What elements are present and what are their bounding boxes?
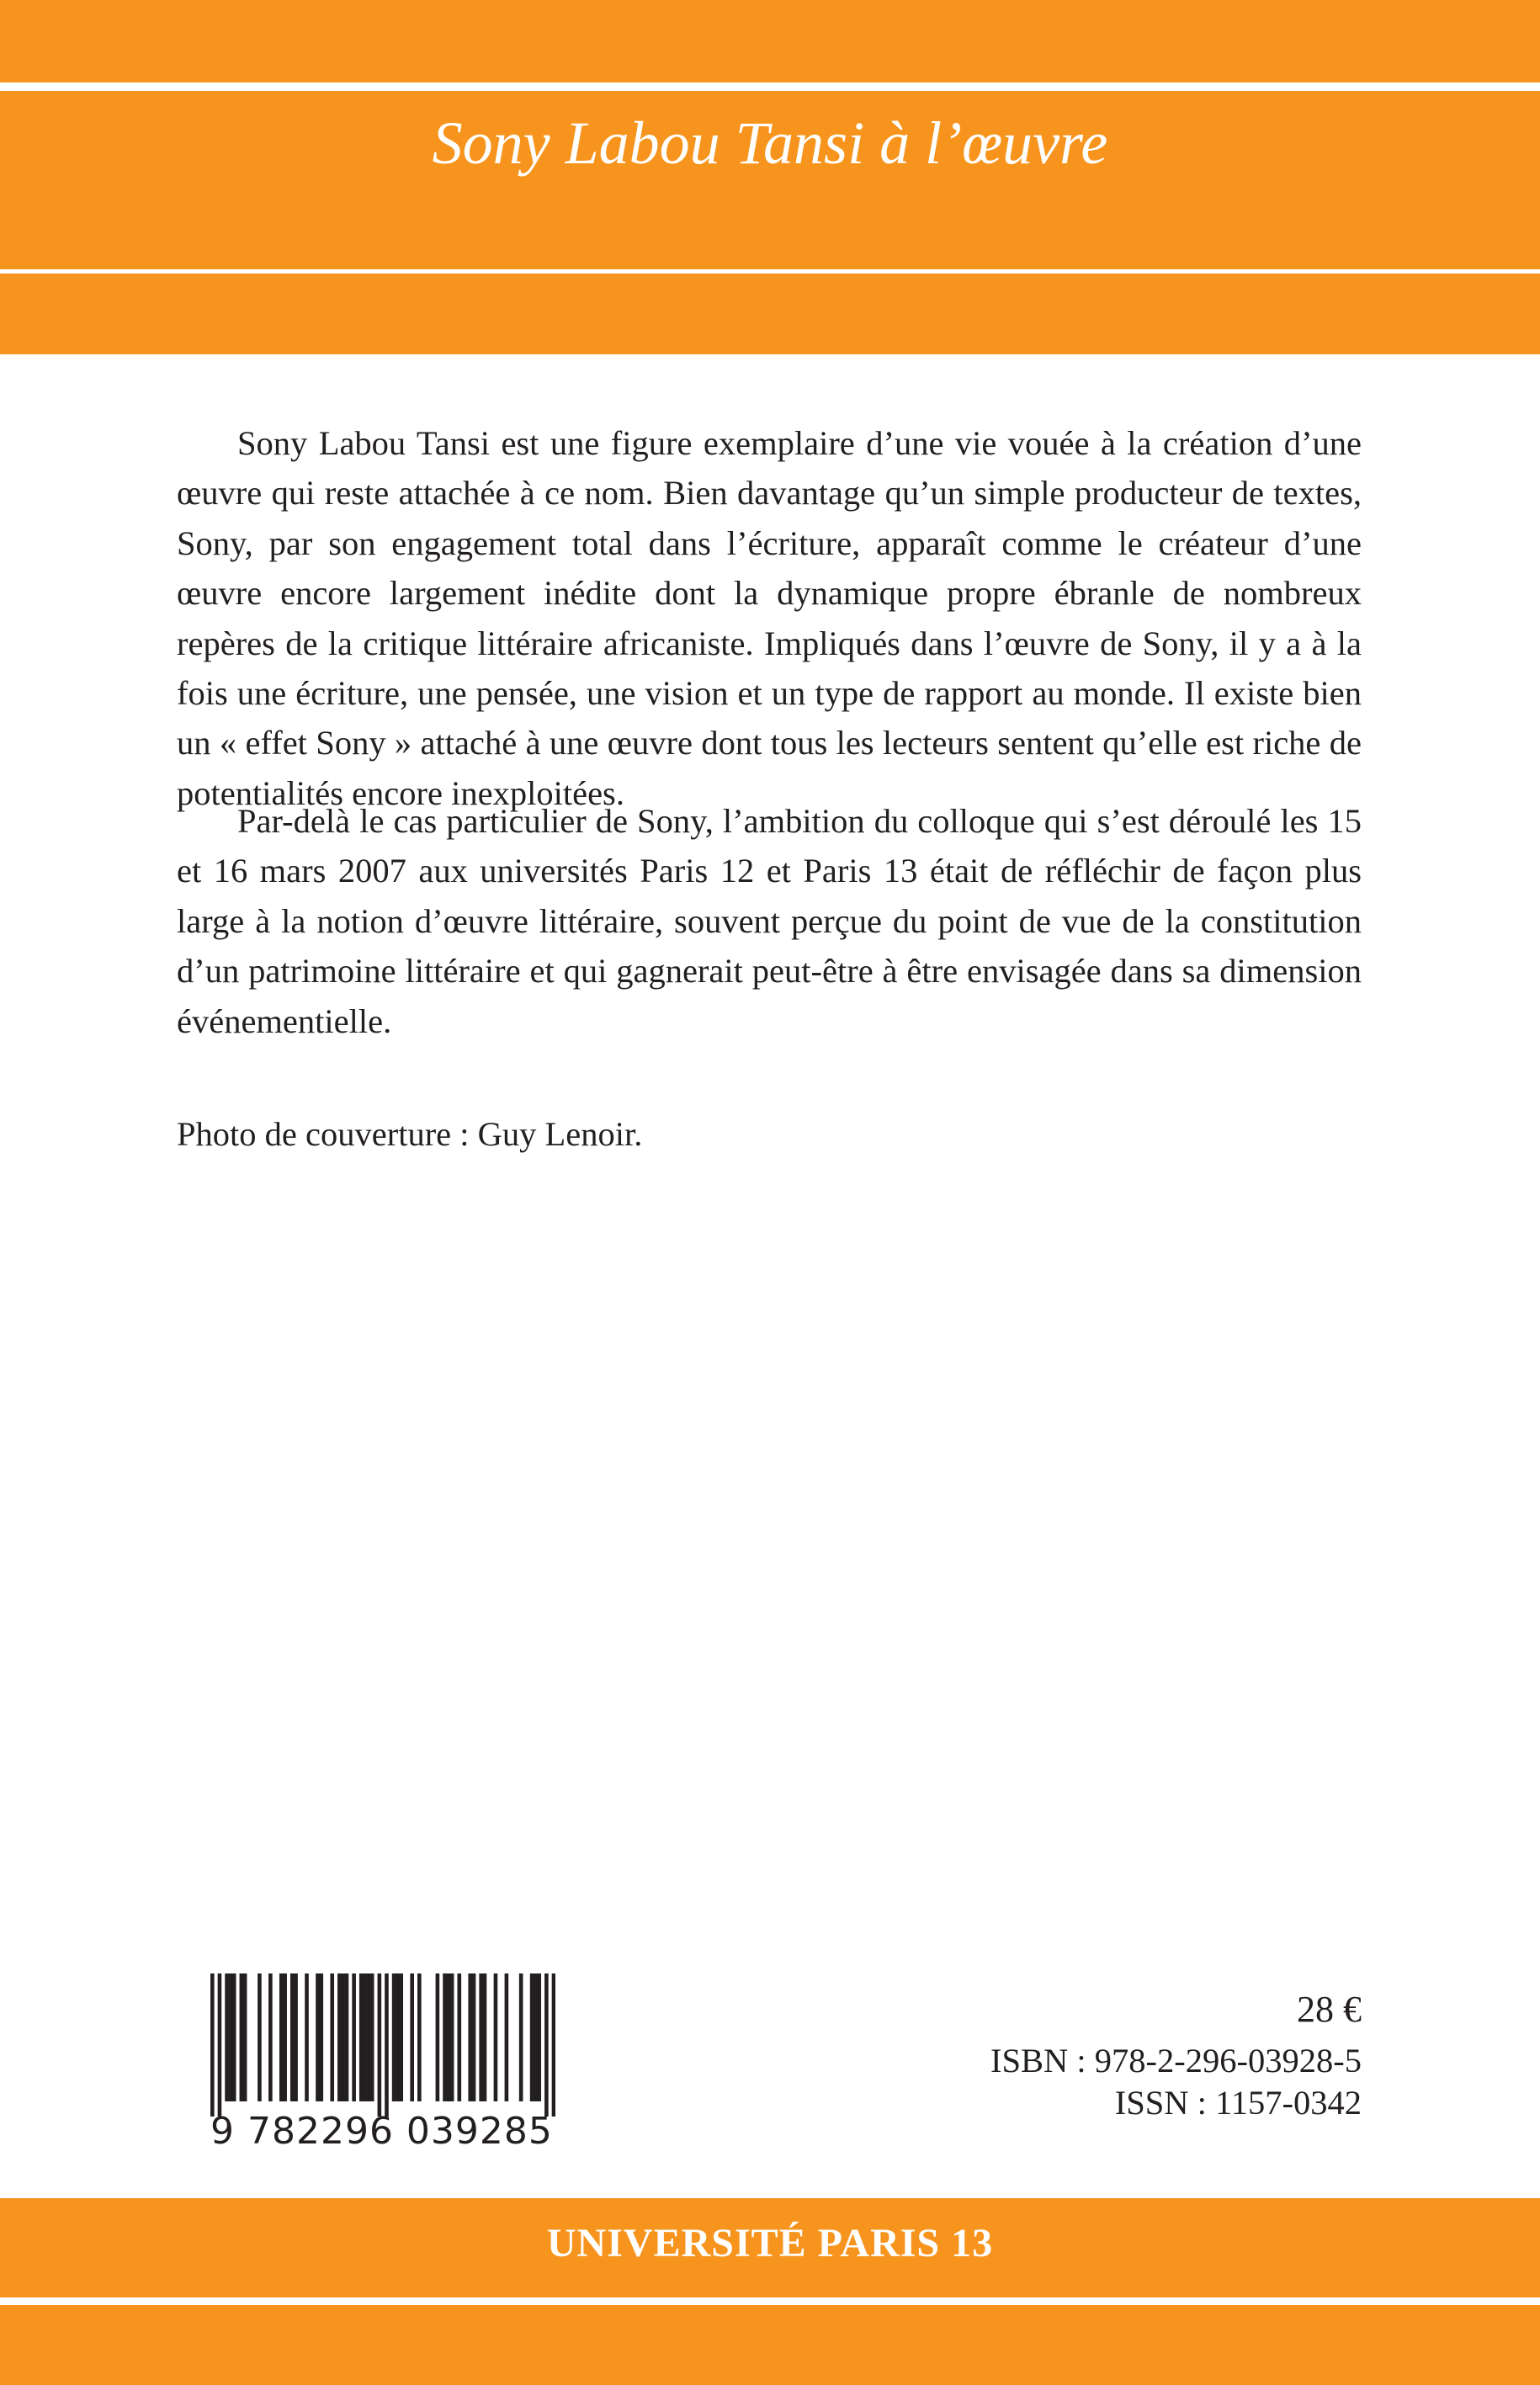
top-orange-band [0, 0, 1540, 82]
barcode-bar [359, 1973, 364, 2101]
barcode-bar [330, 1973, 334, 2101]
barcode-bar [363, 1973, 367, 2101]
barcode-bar [210, 1973, 215, 2117]
barcode-bar [218, 1973, 222, 2117]
barcode-bar [534, 1973, 538, 2101]
publisher-name: UNIVERSITÉ PARIS 13 [546, 2221, 994, 2265]
barcode-bar [345, 1973, 349, 2101]
barcode-bar [443, 1973, 447, 2101]
barcode-bar [472, 1973, 476, 2101]
barcode-bar [479, 1973, 483, 2101]
barcode-bar [352, 1973, 356, 2101]
barcode-bar [367, 1973, 371, 2101]
blurb-paragraph-2: Par-delà le cas particulier de Sony, l’ambition du colloque qui s’est déroulé les 15 et 16 mars 2007 aux universités Paris 12 et Paris 13 était de réfléchir de façon plus large à la notion d’œuvre littéraire, souvent perçue du point de vue de la constitution d’un patrimoine littéraire et qui gagnerait peut-être à être envisagée dans sa dimension événementielle. [177, 802, 1362, 1040]
barcode-bar [268, 1973, 273, 2101]
barcode-bar [392, 1973, 396, 2101]
barcode-bar [447, 1973, 451, 2101]
barcode-bar [319, 1973, 323, 2101]
isbn: ISBN : 978-2-296-03928-5 [990, 2042, 1362, 2080]
barcode-bar [229, 1973, 233, 2101]
price: 28 € [1297, 1989, 1362, 2030]
barcode-bar [396, 1973, 400, 2101]
barcode-bar [399, 1973, 403, 2101]
barcode-bar [436, 1973, 440, 2101]
barcode-bar [341, 1973, 345, 2101]
barcode-bar [305, 1973, 309, 2101]
barcode-bar [537, 1973, 541, 2101]
barcode-bar [530, 1973, 534, 2101]
issn: ISSN : 1157-0342 [1114, 2084, 1362, 2122]
barcode-bar [410, 1973, 414, 2101]
barcode [210, 1973, 555, 2117]
barcode-bar [294, 1973, 298, 2101]
barcode-bar [457, 1973, 461, 2101]
lower-orange-band [0, 274, 1540, 354]
barcode-digits: 9 782296 039285 [210, 2110, 553, 2153]
barcode-bar [505, 1973, 509, 2101]
barcode-bar [370, 1973, 374, 2101]
barcode-bar [243, 1973, 247, 2101]
bottom-orange-band [0, 2305, 1540, 2385]
barcode-bar [483, 1973, 487, 2101]
barcode-bar [337, 1973, 342, 2101]
barcode-bar [494, 1973, 498, 2101]
barcode-bars [210, 1973, 555, 2117]
barcode-bar [290, 1973, 295, 2101]
barcode-bar [519, 1973, 523, 2101]
barcode-bar [468, 1973, 472, 2101]
barcode-bar [316, 1973, 320, 2101]
barcode-bar [450, 1973, 454, 2101]
barcode-bar [552, 1973, 555, 2117]
barcode-bar [378, 1973, 382, 2117]
barcode-bar [232, 1973, 236, 2101]
barcode-bar [283, 1973, 287, 2101]
barcode-bar [240, 1973, 244, 2101]
photo-credit: Photo de couverture : Guy Lenoir. [177, 1115, 643, 1153]
barcode-bar [279, 1973, 284, 2101]
blurb-paragraph-1: Sony Labou Tansi est une figure exemplaire d’une vie vouée à la création d’une œuvre qui reste attachée à ce nom. Bien davantage qu’un simple producteur de textes, Sony, par son engagement total dans l’écriture, apparaît comme le créateur d’une œuvre encore largement inédite dont la dynamique propre ébranle de nombreux repères de la critique littéraire africaniste. Impliqués dans l’œuvre de Sony, il y a à la fois une écriture, une pensée, une vision et un type de rapport au monde. Il existe bien un « effet Sony » attaché à une œuvre dont tous les lecteurs sentent qu’elle est riche de potentialités encore inexploitées. [177, 424, 1362, 812]
barcode-bar [258, 1973, 262, 2101]
barcode-bar [225, 1973, 229, 2101]
book-title: Sony Labou Tansi à l’œuvre [432, 109, 1108, 177]
barcode-bar [417, 1973, 422, 2101]
barcode-bar [385, 1973, 389, 2117]
barcode-bar [544, 1973, 549, 2117]
